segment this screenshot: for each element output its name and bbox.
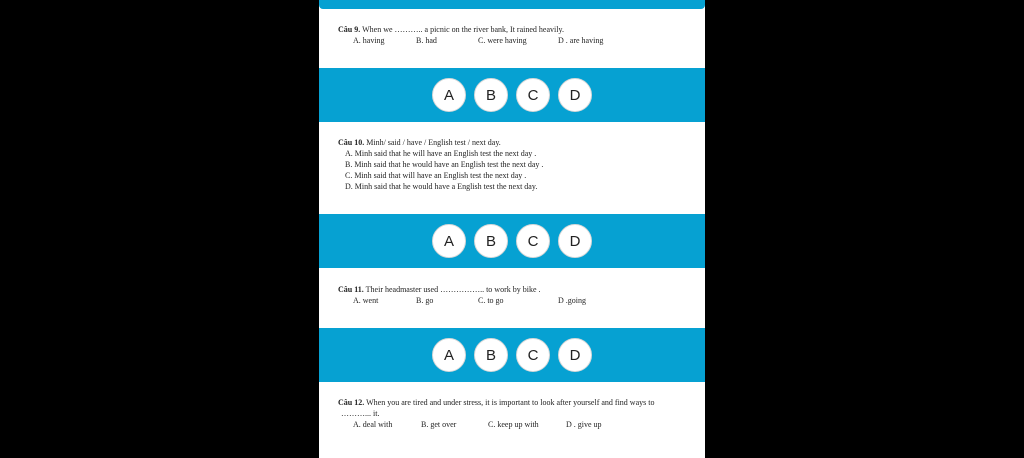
option-c-button[interactable]: C bbox=[516, 224, 550, 258]
option-d-button[interactable]: D bbox=[558, 338, 592, 372]
answer-a: A. having bbox=[353, 36, 385, 45]
answer-row bbox=[338, 35, 698, 46]
answer-a: A. Minh said that he will have an English test the next day . bbox=[345, 149, 537, 158]
answer-a: A. deal with bbox=[353, 420, 393, 429]
document-page bbox=[319, 0, 705, 458]
answer-row bbox=[338, 295, 698, 306]
answer-c: C. were having bbox=[478, 36, 527, 45]
question-text: When we ……….. a picnic on the river bank, It rained heavily. bbox=[360, 25, 564, 34]
answer-row bbox=[338, 419, 698, 430]
answer-c: C. keep up with bbox=[488, 420, 539, 429]
answer-d: D . are having bbox=[558, 36, 604, 45]
answer-bar-top bbox=[319, 0, 705, 9]
question-9 bbox=[338, 24, 698, 46]
option-b-button[interactable]: B bbox=[474, 78, 508, 112]
question-11 bbox=[338, 284, 698, 306]
question-text: When you are tired and under stress, it is important to look after yourself and find ways to bbox=[364, 398, 655, 407]
answer-d: D . give up bbox=[566, 420, 602, 429]
question-text: Minh/ said / have / English test / next day. bbox=[364, 138, 501, 147]
answer-a: A. went bbox=[353, 296, 379, 305]
option-a-button[interactable]: A bbox=[432, 224, 466, 258]
option-b-button[interactable]: B bbox=[474, 224, 508, 258]
option-a-button[interactable]: A bbox=[432, 78, 466, 112]
answer-b: B. had bbox=[416, 36, 437, 45]
answer-bar-10 bbox=[319, 214, 705, 268]
answer-list bbox=[338, 148, 698, 192]
question-label: Câu 11. bbox=[338, 285, 364, 294]
option-c-button[interactable]: C bbox=[516, 78, 550, 112]
question-text: Their headmaster used …………….. to work by bike . bbox=[363, 285, 541, 294]
question-label: Câu 9. bbox=[338, 25, 361, 34]
option-b-button[interactable]: B bbox=[474, 338, 508, 372]
answer-bar-11 bbox=[319, 328, 705, 382]
answer-d: D .going bbox=[558, 296, 586, 305]
question-label: Câu 10. bbox=[338, 138, 365, 147]
answer-d: D. Minh said that he would have a English test the next day. bbox=[345, 182, 538, 191]
answer-bar-9 bbox=[319, 68, 705, 122]
answer-b: B. get over bbox=[421, 420, 457, 429]
answer-b: B. go bbox=[416, 296, 434, 305]
option-d-button[interactable]: D bbox=[558, 224, 592, 258]
option-c-button[interactable]: C bbox=[516, 338, 550, 372]
option-d-button[interactable]: D bbox=[558, 78, 592, 112]
question-label: Câu 12. bbox=[338, 398, 365, 407]
option-a-button[interactable]: A bbox=[432, 338, 466, 372]
answer-b: B. Minh said that he would have an English test the next day . bbox=[345, 160, 544, 169]
answer-c: C. to go bbox=[478, 296, 504, 305]
question-10 bbox=[338, 137, 698, 192]
answer-c: C. Minh said that will have an English test the next day . bbox=[345, 171, 527, 180]
question-text-continued: ………... it. bbox=[341, 409, 380, 418]
question-12 bbox=[338, 397, 698, 430]
